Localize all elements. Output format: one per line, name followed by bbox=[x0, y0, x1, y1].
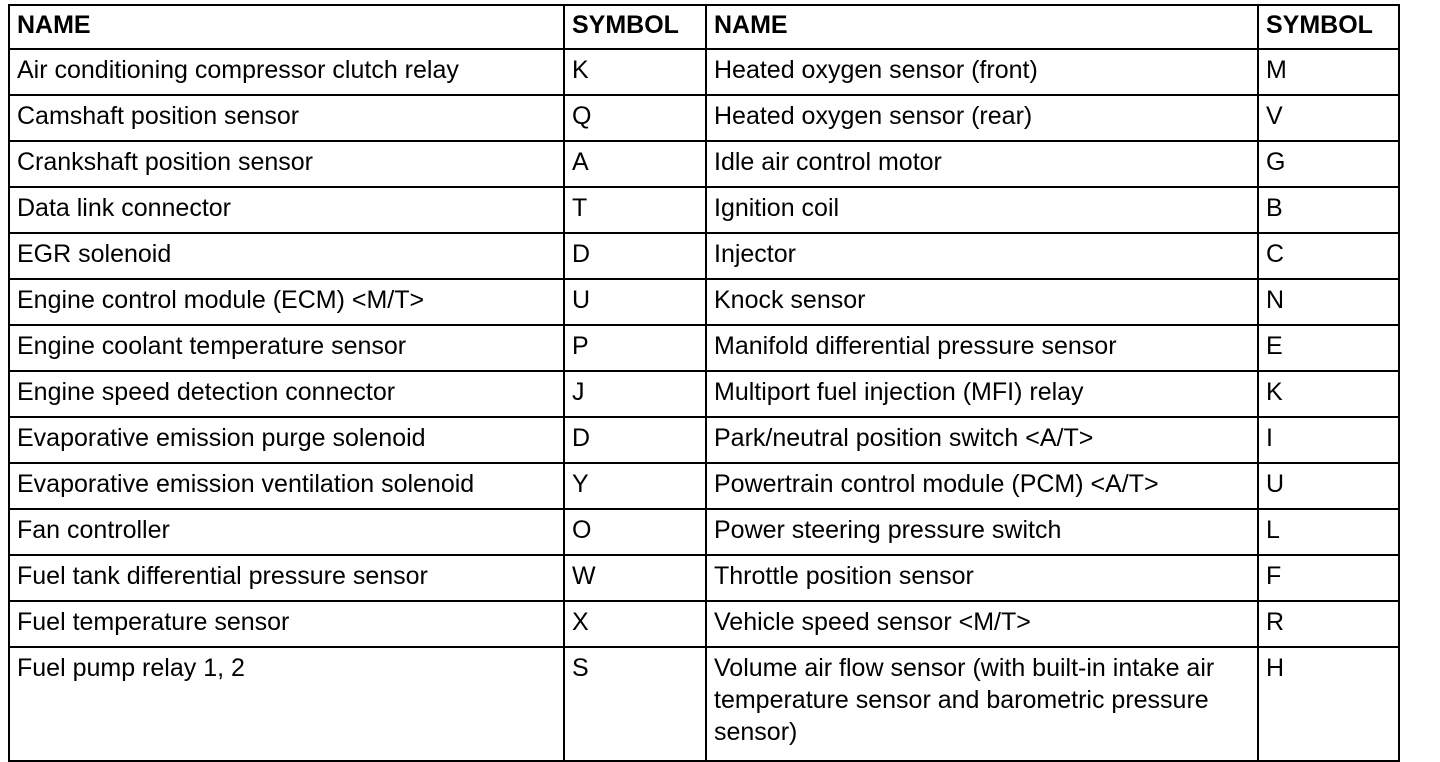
header-name-right: NAME bbox=[706, 5, 1258, 49]
symbol-right-cell: H bbox=[1258, 647, 1399, 761]
symbol-right-cell: B bbox=[1258, 187, 1399, 233]
name-right-cell: Throttle position sensor bbox=[706, 555, 1258, 601]
symbol-right-cell: E bbox=[1258, 325, 1399, 371]
symbol-left-cell: S bbox=[564, 647, 706, 761]
name-right-cell: Heated oxygen sensor (front) bbox=[706, 49, 1258, 95]
symbol-right-cell: U bbox=[1258, 463, 1399, 509]
symbol-right-cell: C bbox=[1258, 233, 1399, 279]
table-row bbox=[9, 233, 1399, 279]
table-row bbox=[9, 463, 1399, 509]
name-left-cell: Engine control module (ECM) <M/T> bbox=[9, 279, 564, 325]
symbol-left-cell: Y bbox=[564, 463, 706, 509]
name-right-cell: Vehicle speed sensor <M/T> bbox=[706, 601, 1258, 647]
symbol-left-cell: D bbox=[564, 233, 706, 279]
symbol-right-cell: I bbox=[1258, 417, 1399, 463]
symbol-left-cell: D bbox=[564, 417, 706, 463]
symbol-right-cell: G bbox=[1258, 141, 1399, 187]
name-left-cell: Data link connector bbox=[9, 187, 564, 233]
name-right-cell: Injector bbox=[706, 233, 1258, 279]
table-row bbox=[9, 601, 1399, 647]
name-left-cell: Camshaft position sensor bbox=[9, 95, 564, 141]
header-name-left: NAME bbox=[9, 5, 564, 49]
name-left-cell: Fuel pump relay 1, 2 bbox=[9, 647, 564, 761]
name-right-cell: Knock sensor bbox=[706, 279, 1258, 325]
name-left-cell: Evaporative emission purge solenoid bbox=[9, 417, 564, 463]
symbol-left-cell: K bbox=[564, 49, 706, 95]
table-row bbox=[9, 279, 1399, 325]
header-symbol-left: SYMBOL bbox=[564, 5, 706, 49]
table-row bbox=[9, 647, 1399, 761]
symbol-table bbox=[8, 4, 1400, 762]
symbol-right-cell: R bbox=[1258, 601, 1399, 647]
header-symbol-right: SYMBOL bbox=[1258, 5, 1399, 49]
table-row bbox=[9, 95, 1399, 141]
symbol-left-cell: O bbox=[564, 509, 706, 555]
symbol-left-cell: P bbox=[564, 325, 706, 371]
name-left-cell: Engine coolant temperature sensor bbox=[9, 325, 564, 371]
symbol-right-cell: K bbox=[1258, 371, 1399, 417]
symbol-left-cell: U bbox=[564, 279, 706, 325]
name-right-cell: Ignition coil bbox=[706, 187, 1258, 233]
symbol-left-cell: A bbox=[564, 141, 706, 187]
name-right-cell: Idle air control motor bbox=[706, 141, 1258, 187]
name-left-cell: Evaporative emission ventilation solenoid bbox=[9, 463, 564, 509]
name-right-cell: Park/neutral position switch <A/T> bbox=[706, 417, 1258, 463]
name-right-cell: Heated oxygen sensor (rear) bbox=[706, 95, 1258, 141]
name-left-cell: Engine speed detection connector bbox=[9, 371, 564, 417]
symbol-right-cell: M bbox=[1258, 49, 1399, 95]
name-right-cell: Volume air flow sensor (with built-in intake air temperature sensor and barometric pressure sensor) bbox=[706, 647, 1258, 761]
symbol-left-cell: W bbox=[564, 555, 706, 601]
name-right-cell: Powertrain control module (PCM) <A/T> bbox=[706, 463, 1258, 509]
symbol-left-cell: T bbox=[564, 187, 706, 233]
name-left-cell: Air conditioning compressor clutch relay bbox=[9, 49, 564, 95]
name-left-cell: Crankshaft position sensor bbox=[9, 141, 564, 187]
table-row bbox=[9, 141, 1399, 187]
table-row bbox=[9, 555, 1399, 601]
table-row bbox=[9, 509, 1399, 555]
header-row bbox=[9, 5, 1399, 49]
name-right-cell: Power steering pressure switch bbox=[706, 509, 1258, 555]
name-left-cell: Fuel temperature sensor bbox=[9, 601, 564, 647]
name-right-cell: Multiport fuel injection (MFI) relay bbox=[706, 371, 1258, 417]
table-row bbox=[9, 187, 1399, 233]
name-left-cell: EGR solenoid bbox=[9, 233, 564, 279]
symbol-left-cell: Q bbox=[564, 95, 706, 141]
table-row bbox=[9, 49, 1399, 95]
symbol-right-cell: L bbox=[1258, 509, 1399, 555]
table-row bbox=[9, 325, 1399, 371]
table-row bbox=[9, 417, 1399, 463]
symbol-right-cell: N bbox=[1258, 279, 1399, 325]
symbol-right-cell: V bbox=[1258, 95, 1399, 141]
name-right-cell: Manifold differential pressure sensor bbox=[706, 325, 1258, 371]
name-left-cell: Fan controller bbox=[9, 509, 564, 555]
name-left-cell: Fuel tank differential pressure sensor bbox=[9, 555, 564, 601]
table-row bbox=[9, 371, 1399, 417]
symbol-right-cell: F bbox=[1258, 555, 1399, 601]
symbol-left-cell: X bbox=[564, 601, 706, 647]
symbol-left-cell: J bbox=[564, 371, 706, 417]
